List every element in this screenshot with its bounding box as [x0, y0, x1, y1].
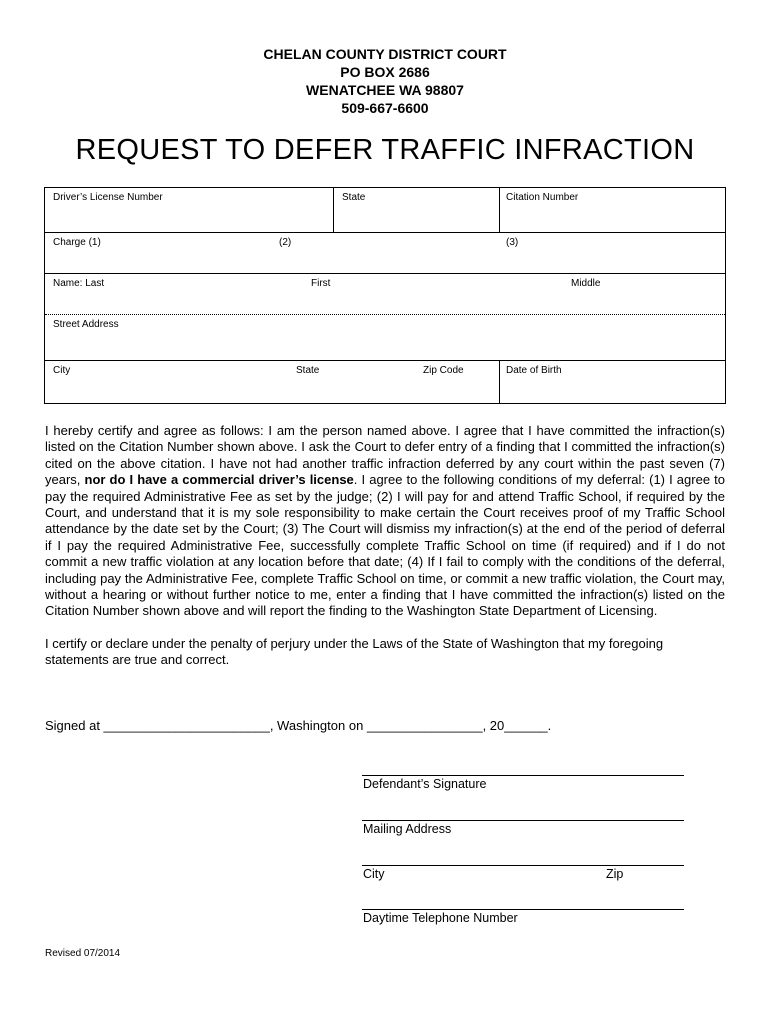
- city-zip-line: [362, 865, 684, 866]
- perjury-declaration: I certify or declare under the penalty of perjury under the Laws of the State of Washington that my foregoing statements are true and correct.: [45, 635, 664, 668]
- mailing-address-line: [362, 820, 684, 821]
- form-row-name: [45, 274, 725, 315]
- certification-text-part1: I hereby certify and agree as follows: I am the person named above. I agree that I have committed the infraction(s) listed on the Citation Number shown above. I ask the Court to defer entry of a finding that I committed the infraction(s) cited on the above citation. I have not had another traffic infraction deferred by any court within the past seven (7) years,: [45, 423, 725, 488]
- court-name: CHELAN COUNTY DISTRICT COURT: [263, 46, 507, 62]
- form-row-city: [45, 361, 725, 403]
- court-city-state-zip: WENATCHEE WA 98807: [306, 82, 464, 98]
- certification-text: [45, 423, 725, 669]
- court-header: [0, 45, 770, 117]
- address-state-label: State: [296, 365, 320, 376]
- column-divider: [333, 188, 334, 232]
- name-first-label: First: [311, 278, 331, 289]
- column-divider: [499, 188, 500, 232]
- date-of-birth-label: Date of Birth: [506, 365, 562, 376]
- daytime-telephone-label: Daytime Telephone Number: [363, 911, 518, 925]
- form-row-street: [45, 315, 725, 361]
- name-middle-label: Middle: [571, 278, 601, 289]
- defendant-signature-label: Defendant’s Signature: [363, 777, 487, 791]
- revision-date: Revised 07/2014: [45, 948, 121, 959]
- certification-paragraph: [45, 423, 725, 620]
- signature-line: [362, 775, 684, 776]
- charge-1-label: Charge (1): [53, 237, 101, 248]
- zip-code-label: Zip Code: [423, 365, 464, 376]
- city-label: City: [53, 365, 71, 376]
- charge-2-label: (2): [279, 237, 292, 248]
- signature-zip-label: Zip: [606, 867, 624, 881]
- name-last-label: Name: Last: [53, 278, 105, 289]
- form-row-charges: [45, 233, 725, 274]
- license-state-label: State: [342, 192, 366, 203]
- court-po-box: PO BOX 2686: [340, 64, 430, 80]
- street-address-label: Street Address: [53, 319, 119, 330]
- drivers-license-number-label: Driver’s License Number: [53, 192, 163, 203]
- form-row-license: [45, 188, 725, 233]
- column-divider: [499, 361, 500, 403]
- signature-city-label: City: [363, 867, 385, 881]
- telephone-line: [362, 909, 684, 910]
- charge-3-label: (3): [506, 237, 519, 248]
- page-title: REQUEST TO DEFER TRAFFIC INFRACTION: [75, 134, 695, 166]
- court-phone: 509-667-6600: [341, 100, 429, 116]
- commercial-license-clause: nor do I have a commercial driver’s license: [84, 472, 354, 488]
- mailing-address-label: Mailing Address: [363, 822, 452, 836]
- citation-number-label: Citation Number: [506, 192, 579, 203]
- request-form-table: [44, 187, 726, 404]
- signed-at-line: Signed at _______________________, Washington on ________________, 20______.: [45, 718, 552, 733]
- certification-text-part2: . I agree to the following conditions of my deferral: (1) I agree to pay the required Administrative Fee as set by the judge; (2) I will pay for and attend Traffic School, if required by the Court, and understand that it is my sole responsibility to make certain the Court receives proof of my Traffic School attendance by the date set by the Court; (3) The Court will dismiss my infraction(s) at the end of the period of deferral if I pay the required Administrative Fee, successfully complete Traffic School on time (if required) and if I do not commit a new traffic violation at any location before that date; (4) If I fail to comply with the conditions of the deferral, including pay the Administrative Fee, complete Traffic School on time, or commit a new traffic violation, the Court may, without a hearing or without further notice to me, enter a finding that I have committed the infraction(s) listed on the Citation Number shown above and will report the finding to the Washington State Department of Licensing.: [45, 472, 725, 619]
